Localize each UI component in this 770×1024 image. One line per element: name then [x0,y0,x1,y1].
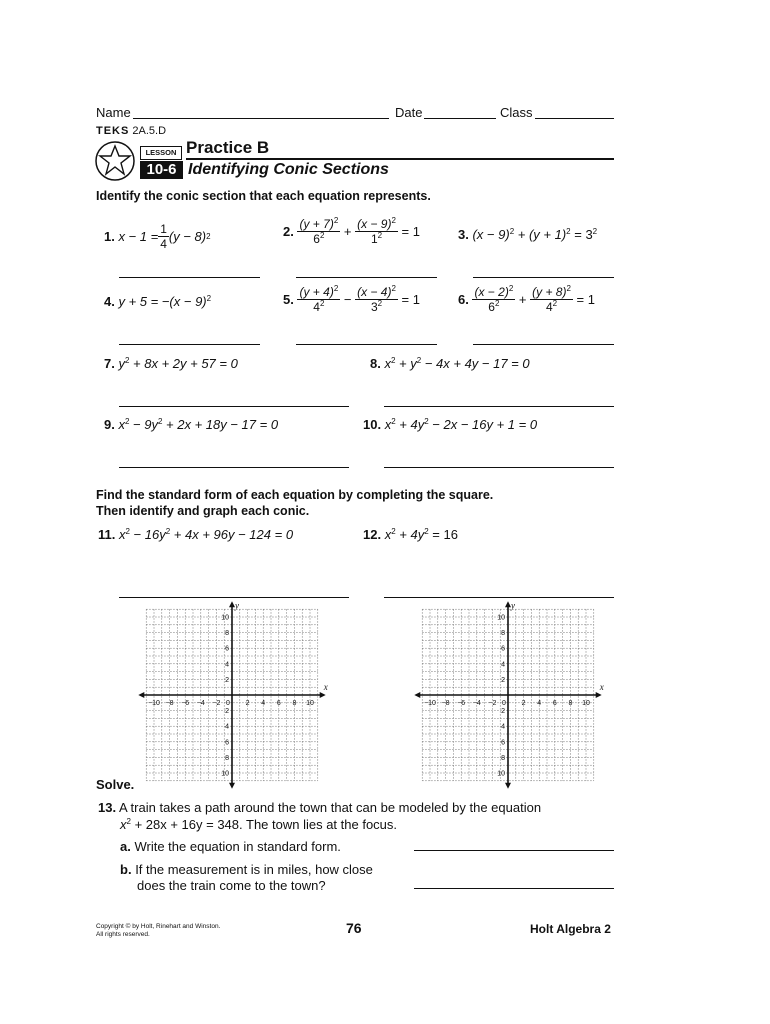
book-title: Holt Algebra 2 [530,922,611,936]
x-tick-label: 0 [502,700,506,707]
x-tick-label: 8 [292,700,297,707]
x-tick-label: −8 [165,700,174,707]
x-tick-label: 6 [552,700,557,707]
answer-line-5[interactable] [296,344,437,345]
fraction: $\frac{(y + 8)^2}{4^2}$ [532,284,571,314]
equation-part: + 4y [395,417,425,432]
problem-3: 3. $(x - 9)^2 + (y + 1)^2 = 3^2$ [458,227,598,242]
y-tick-label: 6 [225,645,229,653]
equation-part: = 1 [401,224,420,239]
name-field[interactable] [133,118,389,119]
x-axis-arrow-icon [414,692,420,698]
part-text: If the measurement is in miles, how close [135,862,373,877]
fraction: $\frac{(y + 4)^2}{4^2}$ [299,284,339,314]
x-tick-label: 0 [226,700,230,707]
y-tick-label: 2 [501,676,505,684]
x-axis-arrow-icon [596,692,602,698]
problem-number: 5. [283,292,294,307]
problem-9: 9. $x^2 - 9y^2 + 2x + 18y - 17 = 0$ [104,417,279,432]
y-tick-label: 2 [225,676,229,684]
problem-13-line-2: $x^2 + 28x + 16y = 348$. The town lies at the focus. [120,817,398,832]
fraction: $\frac{(y + 7)^2}{6^2}$ [299,216,339,246]
coordinate-grid-11[interactable] [142,600,328,780]
x-tick-label: 4 [261,700,266,707]
answer-line-1[interactable] [119,277,260,278]
x-tick-label: 10 [582,700,590,707]
x-axis-label: x [323,682,328,692]
equation-part: − 9y [129,417,158,432]
operator: − [343,292,352,307]
equation-part: + 4y [395,527,425,542]
answer-line-12[interactable] [384,597,614,598]
fraction: $\frac{(x - 2)^2}{6^2}$ [474,284,514,314]
x-tick-label: −2 [488,700,497,707]
numerator: (y + 7) [299,217,334,231]
y-tick-label: 8 [501,754,505,762]
problem-number: 13. [98,800,117,815]
numerator: (x − 2) [474,285,509,299]
y-tick-label: 10 [221,614,229,622]
problem-13b [120,862,373,877]
y-tick-label: 6 [501,739,505,747]
answer-line-6[interactable] [473,344,614,345]
answer-line-3[interactable] [473,277,614,278]
problem-1: 1. x − 1 = $\frac{1}{4}$ (y − 8) 2 [104,222,211,251]
teks-code: 2A.5.D [132,125,167,137]
y-tick-label: 4 [501,723,505,731]
problem-number: 6. [458,292,469,307]
problem-7: 7. $y^2 + 8x + 2y + 57 = 0$ [104,356,238,371]
equation-part: = 1 [576,292,595,307]
problem-number: 10. [363,417,382,432]
y-tick-label: 10 [221,770,229,778]
answer-line-8[interactable] [384,406,614,407]
y-tick-label: 6 [501,645,505,653]
problem-number: 11. [98,527,116,542]
copyright-line: All rights reserved. [96,931,150,938]
answer-line-13b[interactable] [414,888,614,889]
problem-number: 4. [104,294,115,309]
problem-number: 9. [104,417,115,432]
teks-label: TEKS [96,125,130,137]
title-rule [186,158,614,160]
operator: + [518,292,527,307]
y-tick-label: 10 [497,614,505,622]
x-tick-label: 2 [521,700,526,707]
lesson-number-box: 10-6 [140,161,183,179]
section1-instruction: Identify the conic section that each equation represents. [96,189,431,203]
date-field[interactable] [424,118,496,119]
y-axis-label: y [235,600,239,611]
y-tick-label: 2 [225,708,229,716]
equation-part: x [118,417,125,432]
y-tick-label: 8 [225,754,229,762]
equation-part: x [384,417,392,432]
y-tick-label: 8 [225,630,229,638]
equation-part: (y − 8) [168,229,207,244]
x-tick-label: −4 [196,700,205,707]
problem-number: 8. [370,356,381,371]
solve-heading: Solve. [96,777,135,792]
teks-line [96,125,166,137]
denominator: 6 [488,300,495,314]
equation-part: (x − 9) [472,227,510,242]
equation-part: + 4x + 96y − 124 = 0 [170,527,294,542]
x-tick-label: −10 [424,700,436,707]
section2-instruction-1: Find the standard form of each equation by completing the square. [96,488,494,502]
x-tick-label: 6 [276,700,281,707]
problem-10: 10. $x^2 + 4y^2 - 2x - 16y + 1 = 0$ [363,417,538,432]
copyright [96,923,220,939]
y-tick-label: 6 [225,739,229,747]
equation-part: = 1 [401,292,420,307]
y-tick-label: 2 [501,708,505,716]
denominator: 4 [545,300,553,314]
problem-8: 8. $x^2 + y^2 - 4x + 4y - 17 = 0$ [370,356,530,371]
part-label: b. [120,862,132,877]
coordinate-grid-12[interactable] [418,600,604,780]
numerator: (x − 4) [357,285,392,299]
equation-part: + 8x + 2y + 57 = 0 [129,356,238,371]
y-axis-arrow-icon [505,783,511,789]
x-tick-label: 4 [537,700,542,707]
problem-13b-line-2: does the train come to the town? [137,878,326,893]
denominator: 4 [160,237,167,251]
problem-6 [458,285,595,314]
denominator: 6 [313,232,320,246]
problem-number: 3. [458,227,469,242]
equation-part: − 2x − 16y + 1 = 0 [428,417,538,432]
x-tick-label: −4 [472,700,481,707]
x-axis-arrow-icon [320,692,326,698]
name-label: Name [96,105,131,120]
fraction [158,222,169,251]
y-tick-label: 4 [225,661,229,669]
part-label: a. [120,839,131,854]
numerator: (x − 9) [357,217,392,231]
denominator: 4 [313,300,320,314]
equation-part: x [120,817,127,832]
y-tick-label: 4 [501,661,505,669]
fraction: $\frac{(x - 9)^2}{1^2}$ [357,216,396,246]
numerator: (y + 4) [299,285,334,299]
problem-number: 2. [283,224,294,239]
numerator: 1 [160,222,167,236]
problem-number: 12. [363,527,382,542]
class-label: Class [500,105,533,120]
lesson-word-box: LESSON [140,146,182,160]
practice-title: Practice B [186,138,270,157]
x-tick-label: −6 [457,700,466,707]
problem-4: 4. $y + 5 = -(x - 9)^2$ [104,294,212,309]
answer-line-4[interactable] [119,344,260,345]
y-axis-arrow-icon [229,783,235,789]
equation-part: x [384,356,391,371]
problem-number: 1. [104,229,115,244]
problem-number: 7. [104,356,115,371]
problem-12: 12. $x^2 + 4y^2 = 16$ [363,527,458,542]
fraction: $\frac{(x - 4)^2}{3^2}$ [357,284,396,314]
equation-part: + (y + 1) [514,227,567,242]
star-badge-icon [94,140,136,182]
answer-line-11[interactable] [119,597,349,598]
equation-part: x [118,527,126,542]
problem-2 [283,217,420,246]
equation-part: + y [395,356,417,371]
denominator: 3 [370,300,378,314]
x-axis-arrow-icon [138,692,144,698]
x-tick-label: 10 [306,700,314,707]
equation-part: x [384,527,392,542]
operator: + [343,224,352,239]
problem-5 [283,285,420,314]
section2-instruction-2: Then identify and graph each conic. [96,504,310,518]
numerator: (y + 8) [532,285,567,299]
answer-line-7[interactable] [119,406,349,407]
equation-part: − 16y [129,527,166,542]
answer-line-9[interactable] [119,467,349,468]
answer-line-2[interactable] [296,277,437,278]
y-tick-label: 8 [501,630,505,638]
equation-part: y + 5 = −(x − 9) [118,294,207,309]
part-text: Write the equation in standard form. [134,839,341,854]
problem-13a [120,839,341,854]
equation-part: − 4x + 4y − 17 = 0 [421,356,530,371]
equation-part: x − 1 = [118,229,159,244]
problem-text: A train takes a path around the town that can be modeled by the equation [118,800,542,815]
copyright-line: Copyright © by Holt, Rinehart and Winston. [96,923,221,930]
x-axis-label: x [599,682,604,692]
equation-part: = 3 [570,227,593,242]
y-tick-label: 10 [497,770,505,778]
problem-11: 11. $x^2 - 16y^2 + 4x + 96y - 124 = 0$ [98,527,294,542]
answer-line-13a[interactable] [414,850,614,851]
y-axis-label: y [511,600,515,611]
x-tick-label: 8 [568,700,573,707]
class-field[interactable] [535,118,614,119]
x-tick-label: −2 [212,700,221,707]
y-tick-label: 4 [225,723,229,731]
equation-part: + 2x + 18y − 17 = 0 [162,417,279,432]
problem-text: + 28x + 16y = 348. The town lies at the focus. [130,817,398,832]
answer-line-10[interactable] [384,467,614,468]
x-tick-label: −8 [441,700,450,707]
denominator: 1 [370,232,378,246]
x-tick-label: −6 [181,700,190,707]
equation-part: = 16 [428,527,458,542]
problem-13 [98,800,541,815]
x-tick-label: 2 [245,700,250,707]
equation-part: y [118,356,125,371]
lesson-title: Identifying Conic Sections [188,161,389,178]
date-label: Date [395,105,423,120]
x-tick-label: −10 [148,700,160,707]
page-number: 76 [346,920,362,936]
